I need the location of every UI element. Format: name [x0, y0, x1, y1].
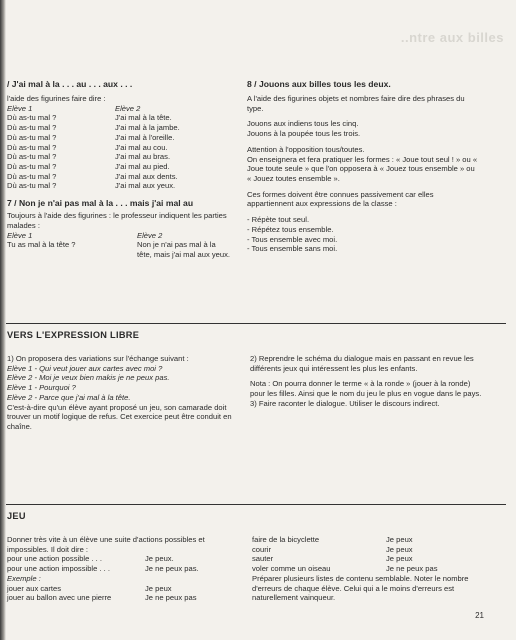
col-head-eleve-2: Elève 2 [115, 103, 141, 113]
section-divider [6, 504, 506, 505]
dialog-line: Elève 1 - Pourquoi ? [7, 383, 76, 393]
section-8 [247, 79, 479, 254]
dialog-line: Elève 1 - Qui veut jouer aux cartes avec moi ? [7, 363, 163, 373]
section-7b-title: 7 / Non je n'ai pas mal à la . . . mais j'ai mal au [7, 198, 194, 209]
example-answer: Je peux [386, 535, 413, 544]
section-8-attention: Attention à l'opposition tous/toutes. [247, 144, 365, 154]
col-head-eleve-1: Elève 1 [7, 230, 33, 240]
example-row [252, 545, 482, 555]
section-7-intro: l'aide des figurines faire dire : [7, 94, 106, 103]
col-head-eleve-2: Elève 2 [137, 230, 163, 240]
example-answer: Je peux [386, 544, 413, 554]
table-row [7, 162, 232, 172]
example-row [252, 535, 482, 545]
answer: J'ai mal au cou. [115, 142, 168, 152]
expression-right [250, 354, 482, 409]
rule-answer: Je ne peux pas. [145, 564, 199, 574]
dialog-line: Elève 2 - Parce que j'ai mal à la tête. [7, 392, 131, 402]
example-row [7, 593, 242, 603]
book-spine-shadow [0, 0, 6, 640]
table-row [7, 143, 232, 153]
example-action: courir [252, 544, 271, 554]
question: Dù as-tu mal ? [7, 152, 57, 162]
section-8-intro: A l'aide des figurines objets et nombres faire dire des phrases du type. [247, 94, 465, 113]
table-row [7, 123, 232, 133]
section-8-teach: On enseignera et fera pratiquer les formes : « Joue tout seul ! » ou « Joue toute seule » que l'on opposera à « Jouez tous ensemble » ou « Jouez toutes ensemble ». [247, 154, 478, 184]
jeu-right [252, 535, 482, 603]
rule-condition: pour une action possible . . . [7, 554, 102, 564]
bleed-through-heading: ..ntre aux billes [400, 30, 504, 45]
expression-note: Nota : On pourra donner le terme « à la ronde » (jouer à la ronde) pour les filles. Ainsi que le nom du jeu le plus en vogue dans le pays. [250, 379, 482, 399]
expression-p2: 2) Reprendre le schéma du dialogue mais en passant en revue les différents jeux qui intéressent les plus les enfants. [250, 354, 474, 373]
answer: J'ai mal à la tête. [115, 113, 172, 123]
section-7b-heads [7, 231, 232, 241]
example-action: jouer au ballon avec une pierre [7, 593, 112, 603]
list-item: - Tous ensemble avec moi. [247, 234, 338, 244]
question: Dù as-tu mal ? [7, 142, 57, 152]
jeu-closing: Préparer plusieurs listes de contenu semblable. Noter le nombre d'erreurs de chaque élève. Celui qui a le moins d'erreurs est naturellement vainqueur. [252, 573, 469, 603]
section-7-heads [7, 104, 232, 114]
section-7-title: / J'ai mal à la . . . au . . . aux . . . [7, 79, 133, 89]
example-action: sauter [252, 554, 274, 564]
table-row [7, 152, 232, 162]
list-item: - Tous ensemble sans moi. [247, 244, 338, 254]
list-item: - Répétez tous ensemble. [247, 224, 334, 234]
question: Dù as-tu mal ? [7, 123, 57, 133]
answer: J'ai mal à la jambe. [115, 123, 180, 133]
rule-condition: pour une action impossible . . . [7, 564, 110, 574]
question: Dù as-tu mal ? [7, 181, 57, 191]
section-8-example: Jouons à la poupée tous les trois. [247, 129, 361, 139]
question: Tu as mal à la tête ? [7, 240, 76, 250]
section-7 [7, 79, 232, 260]
section-divider [6, 323, 506, 324]
example-action: jouer aux cartes [7, 583, 62, 593]
expression-p3: 3) Faire raconter le dialogue. Utiliser le discours indirect. [250, 398, 440, 408]
example-row [7, 584, 242, 594]
question: Dù as-tu mal ? [7, 162, 57, 172]
answer: J'ai mal au pied. [115, 162, 170, 172]
expression-title: VERS L'EXPRESSION LIBRE [7, 330, 140, 340]
table-row [7, 181, 232, 191]
question: Dù as-tu mal ? [7, 113, 57, 123]
section-8-passive: Ces formes doivent être connues passivement car elles appartiennent aux expressions de la classe : [247, 189, 434, 209]
table-row [7, 113, 232, 123]
answer: J'ai mal aux dents. [115, 171, 178, 181]
example-answer: Je peux [386, 554, 413, 564]
table-row [7, 133, 232, 143]
rule-row [7, 554, 242, 564]
example-row [252, 564, 482, 574]
table-row [7, 172, 232, 182]
example-answer: Je ne peux pas [145, 593, 197, 603]
section-7b-exchange [7, 240, 232, 259]
question: Dù as-tu mal ? [7, 171, 57, 181]
example-action: voler comme un oiseau [252, 564, 331, 574]
example-answer: Je ne peux pas [386, 564, 438, 574]
col-head-eleve-1: Elève 1 [7, 103, 33, 113]
jeu-title: JEU [7, 511, 26, 521]
answer: J'ai mal au bras. [115, 152, 171, 162]
section-8-example: Jouons aux indiens tous les cinq. [247, 119, 359, 129]
rule-answer: Je peux. [145, 554, 174, 564]
example-action: faire de la bicyclette [252, 535, 320, 544]
answer: J'ai mal à l'oreille. [115, 132, 175, 142]
example-answer: Je peux [145, 583, 172, 593]
jeu-intro: Donner très vite à un élève une suite d'actions possibles et impossibles. Il doit dire : [7, 535, 205, 554]
answer: J'ai mal aux yeux. [115, 181, 176, 191]
page-number: 21 [475, 611, 484, 620]
section-7-rows [7, 113, 232, 191]
expression-p1: 1) On proposera des variations sur l'échange suivant : [7, 354, 189, 363]
expression-p1b: C'est-à-dire qu'un élève ayant proposé un jeu, son camarade doit trouver un motif logique de refus. Cet exercice peut être conduit en chaîne. [7, 402, 232, 432]
section-7b-intro: Toujours à l'aide des figurines : le professeur indiquent les parties malades : [7, 211, 227, 230]
answer: Non je n'ai pas mal à la tête, mais j'ai mal aux yeux. [137, 240, 231, 260]
jeu-left [7, 535, 242, 603]
expression-left [7, 354, 239, 432]
section-8-title: 8 / Jouons aux billes tous les deux. [247, 79, 391, 89]
section-8-list [247, 215, 479, 254]
rule-row [7, 564, 242, 574]
list-item: - Répète tout seul. [247, 215, 310, 225]
question: Dù as-tu mal ? [7, 132, 57, 142]
example-row [252, 554, 482, 564]
jeu-example-label: Exemple : [7, 573, 41, 583]
dialog-line: Elève 2 - Moi je veux bien makis je ne peux pas. [7, 373, 170, 383]
